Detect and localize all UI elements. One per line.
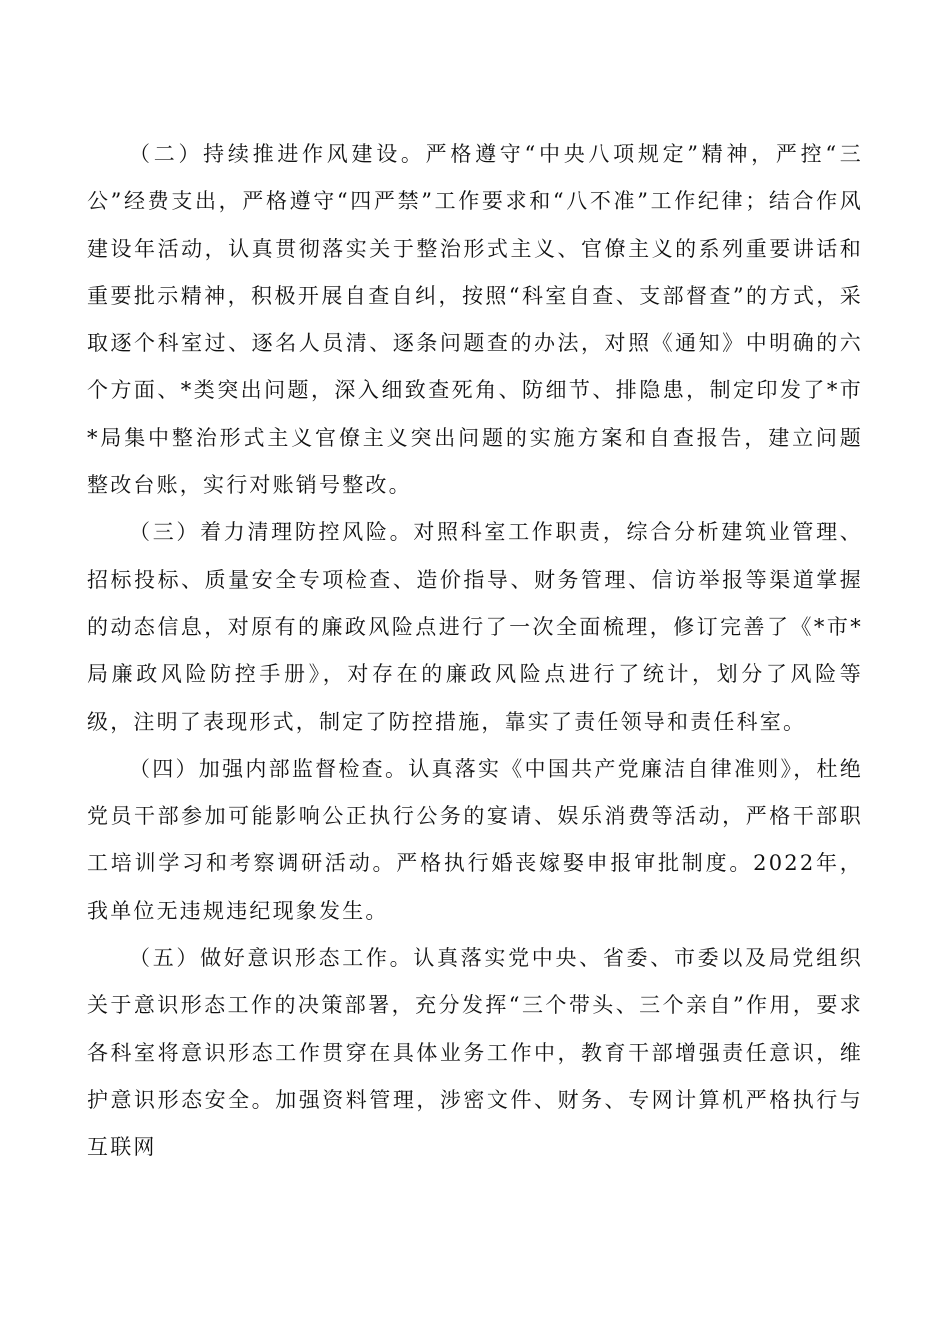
document-body bbox=[87, 131, 863, 1172]
paragraph-4: （四）加强内部监督检查。认真落实《中国共产党廉洁自律准则》，杜绝党员干部参加可能影响公正执行公务的宴请、娱乐消费等活动，严格干部职工培训学习和考察调研活动。严格执行婚丧嫁娶申报审批制度。2022年，我单位无违规违纪现象发生。 bbox=[87, 756, 863, 923]
paragraph-3: （三）着力清理防控风险。对照科室工作职责，综合分析建筑业管理、招标投标、质量安全专项检查、造价指导、财务管理、信访举报等渠道掌握的动态信息，对原有的廉政风险点进行了一次全面梳理，修订完善了《*市*局廉政风险防控手册》，对存在的廉政风险点进行了统计，划分了风险等级，注明了表现形式，制定了防控措施，靠实了责任领导和责任科室。 bbox=[87, 520, 863, 734]
paragraph-2: （二）持续推进作风建设。严格遵守“中央八项规定”精神，严控“三公”经费支出，严格遵守“四严禁”工作要求和“八不准”工作纪律；结合作风建设年活动，认真贯彻落实关于整治形式主义、官僚主义的系列重要讲话和重要批示精神，积极开展自查自纠，按照“科室自查、支部督查”的方式，采取逐个科室过、逐名人员清、逐条问题查的办法，对照《通知》中明确的六个方面、*类突出问题，深入细致查死角、防细节、排隐患，制定印发了*市*局集中整治形式主义官僚主义突出问题的实施方案和自查报告，建立问题整改台账，实行对账销号整改。 bbox=[87, 142, 863, 498]
paragraph-5: （五）做好意识形态工作。认真落实党中央、省委、市委以及局党组织关于意识形态工作的决策部署，充分发挥“三个带头、三个亲自”作用，要求各科室将意识形态工作贯穿在具体业务工作中，教育干部增强责任意识，维护意识形态安全。加强资料管理，涉密文件、财务、专网计算机严格执行与互联网 bbox=[87, 946, 863, 1160]
